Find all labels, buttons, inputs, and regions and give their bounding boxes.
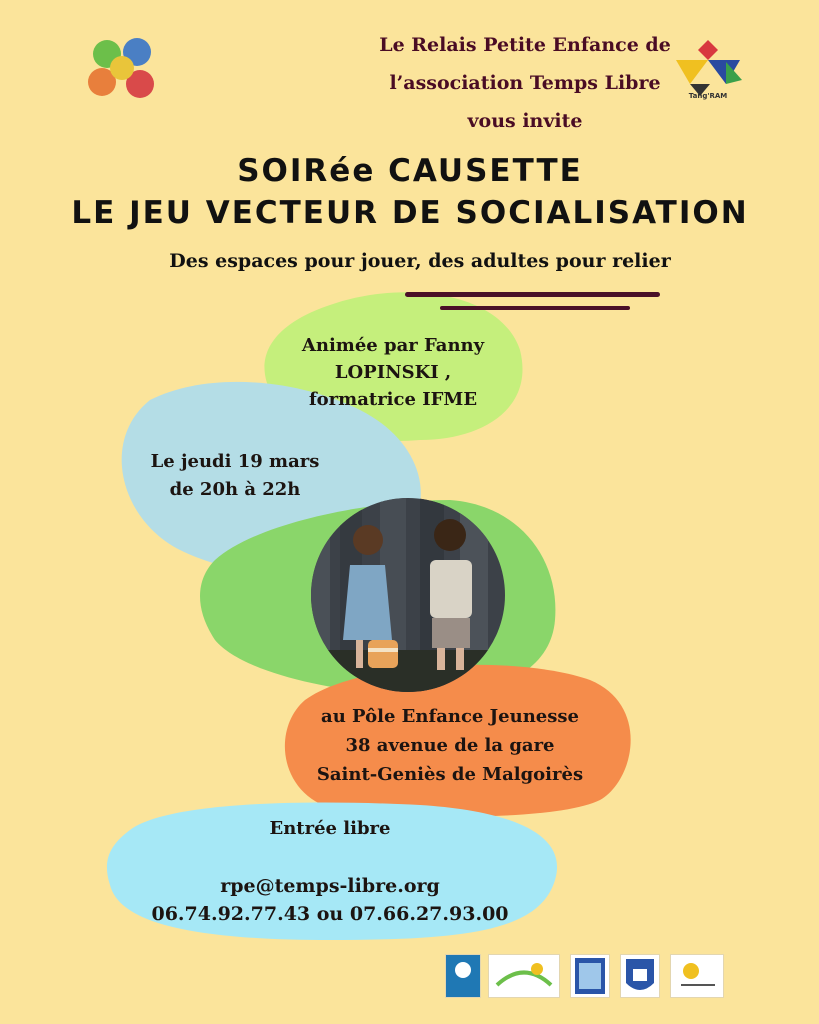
title-line-1: SOIRée CAUSETTE xyxy=(237,153,583,189)
date-line-1: Le jeudi 19 mars xyxy=(150,451,320,472)
castle-icon xyxy=(621,955,659,997)
crest-icon xyxy=(571,955,609,997)
subtitle: Des espaces pour jouer, des adultes pour relier xyxy=(169,250,671,272)
lacalmette-icon xyxy=(671,955,723,997)
partner-logo-crest-2 xyxy=(620,954,660,998)
header-line-3: vous invite xyxy=(467,110,583,132)
partner-logo-lacalmette xyxy=(670,954,724,998)
contact-phones: 06.74.92.77.43 ou 07.66.27.93.00 xyxy=(151,903,509,925)
hands-logo xyxy=(82,34,164,108)
animator-line-3: formatrice IFME xyxy=(308,389,478,410)
caf-icon xyxy=(446,955,480,997)
event-location xyxy=(285,702,615,789)
contact-email: rpe@temps-libre.org xyxy=(220,875,440,897)
underline-decoration xyxy=(405,292,660,297)
partner-logo-crest-1 xyxy=(570,954,610,998)
entry-info: Entrée libre xyxy=(269,818,391,839)
location-line-3: Saint-Geniès de Malgoirès xyxy=(316,764,584,785)
partner-logo-caf xyxy=(445,954,481,998)
event-date xyxy=(130,448,340,504)
community-icon xyxy=(489,955,559,997)
contact-info xyxy=(90,872,570,928)
title-line-2: LE JEU VECTEUR DE SOCIALISATION xyxy=(71,195,749,231)
tangram-label: Tang'RAM xyxy=(688,92,728,100)
header xyxy=(360,26,690,140)
animator-line-2: LOPINSKI , xyxy=(334,362,452,383)
animator-info xyxy=(268,332,518,413)
location-line-1: au Pôle Enfance Jeunesse xyxy=(321,706,579,727)
header-line-1: Le Relais Petite Enfance de xyxy=(379,34,671,56)
page-title xyxy=(40,150,780,234)
underline-decoration-2 xyxy=(440,306,630,310)
header-line-2: l’association Temps Libre xyxy=(389,72,661,94)
animator-line-1: Animée par Fanny xyxy=(301,335,485,356)
partner-logo-community xyxy=(488,954,560,998)
date-line-2: de 20h à 22h xyxy=(169,479,301,500)
location-line-2: 38 avenue de la gare xyxy=(345,735,555,756)
